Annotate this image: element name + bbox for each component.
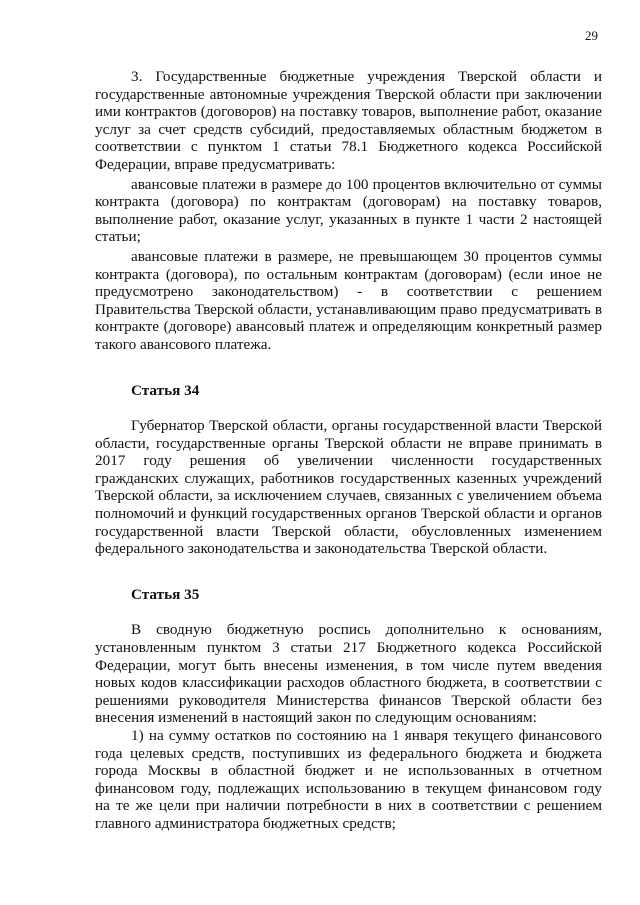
article-34-text: Губернатор Тверской области, органы государственной власти Тверской области, государственные органы Тверской области не вправе принимать в 2017 году решения об увеличении численности государственных гражданских служащих, работников государственных казенных учреждений Тверской области, за исключением случаев, связанных с увеличением объема полномочий и функций государственных органов Тверской области и органов государственной власти Тверской области, обусловленных изменением федерального законодательства и законодательства Тверской области. bbox=[95, 417, 602, 558]
paragraph-advance-100: авансовые платежи в размере до 100 процентов включительно от суммы контракта (договора) по контрактам (договорам) на поставку товаров, выполнение работ, оказание услуг, указанных в пункте 1 части 2 настоящей статьи; bbox=[95, 175, 602, 246]
article-35-item-1: 1) на сумму остатков по состоянию на 1 января текущего финансового года целевых средств, поступивших из федерального бюджета и бюджета города Москвы в областной бюджет и не использованных в отчетном финансовом году, подлежащих использованию в текущем финансовом году на те же цели при наличии потребности в них в соответствии с решением главного администратора бюджетных средств; bbox=[95, 727, 602, 832]
paragraph-advance-30: авансовые платежи в размере, не превышающем 30 процентов суммы контракта (договора), по остальным контрактам (договорам) (если иное не предусмотрено законодательством) - в соответствии с решением Правительства Тверской области, устанавливающим право предусматривать в контракте (договоре) авансовый платеж и определяющим конкретный размер такого авансового платежа. bbox=[95, 247, 602, 353]
document-body bbox=[95, 68, 602, 833]
paragraph-item-3: 3. Государственные бюджетные учреждения Тверской области и государственные автономные учреждения Тверской области при заключении ими контрактов (договоров) на поставку товаров, выполнение работ, оказание услуг за счет средств субсидий, предоставляемых областным бюджетом в соответствии с пунктом 1 статьи 78.1 Бюджетного кодекса Российской Федерации, вправе предусматривать: bbox=[95, 68, 602, 173]
article-34-heading: Статья 34 bbox=[131, 381, 200, 399]
page-number: 29 bbox=[585, 28, 598, 43]
article-35-text: В сводную бюджетную роспись дополнительно к основаниям, установленным пунктом 3 статьи 217 Бюджетного кодекса Российской Федерации, могут быть внесены изменения, в том числе путем введения новых кодов классификации расходов областного бюджета, в соответствии с решениями руководителя Министерства финансов Тверской области без внесения изменений в настоящий закон по следующим основаниям: bbox=[95, 621, 602, 727]
article-35-heading: Статья 35 bbox=[131, 585, 200, 603]
